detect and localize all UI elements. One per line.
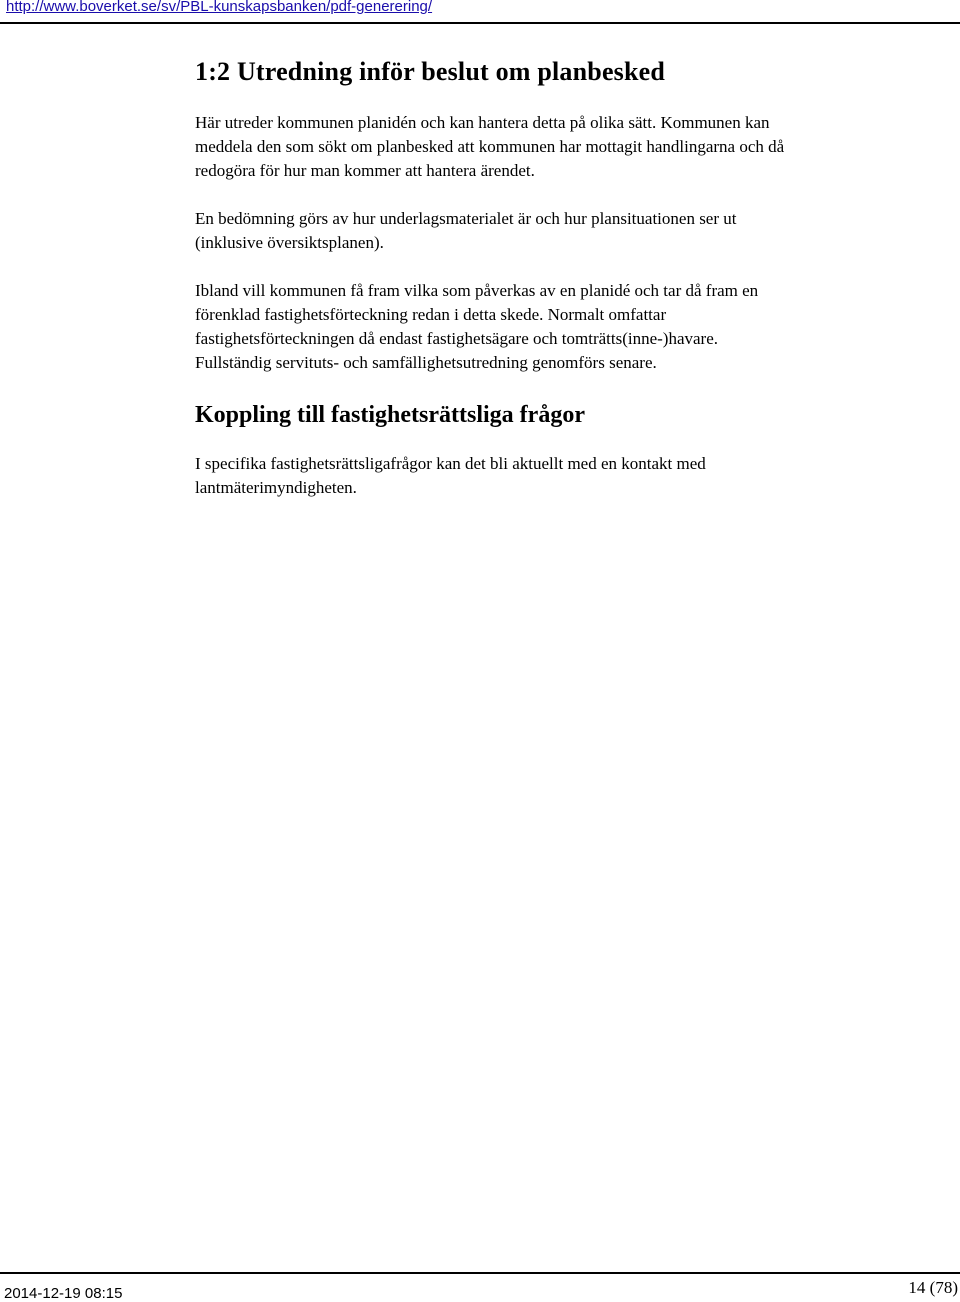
footer-divider (0, 1272, 960, 1274)
page-number: 14 (78) (908, 1278, 958, 1297)
source-url-link[interactable]: http://www.boverket.se/sv/PBL-kunskapsbanken/pdf-generering/ (6, 0, 433, 15)
document-body (195, 54, 795, 524)
section-heading: Koppling till fastighetsrättsliga frågor (195, 402, 585, 428)
header-divider (0, 22, 960, 24)
paragraph-assessment: En bedömning görs av hur underlagsmaterialet är och hur plansituationen ser ut (inklusive översiktsplanen). (195, 209, 737, 252)
paragraph-intro: Här utreder kommunen planidén och kan hantera detta på olika sätt. Kommunen kan meddela den som sökt om planbesked att kommunen har mottagit handlingarna och då redogöra för hur man kommer att hantera ärendet. (195, 113, 785, 180)
paragraph-land-survey: I specifika fastighetsrättsligafrågor kan det bli aktuellt med en kontakt med lantmäterimyndigheten. (195, 454, 706, 497)
footer-timestamp: 2014-12-19 08:15 (4, 1285, 123, 1302)
page-title: 1:2 Utredning inför beslut om planbesked (195, 57, 666, 86)
paragraph-property-list: Ibland vill kommunen få fram vilka som påverkas av en planidé och tar då fram en förenklad fastighetsförteckning redan i detta skede. Normalt omfattar fastighetsförteckningen då endast fastighetsägare och tomträtts(inne-)havare. Fullständig servituts- och samfällighetsutredning genomförs senare. (195, 281, 759, 372)
